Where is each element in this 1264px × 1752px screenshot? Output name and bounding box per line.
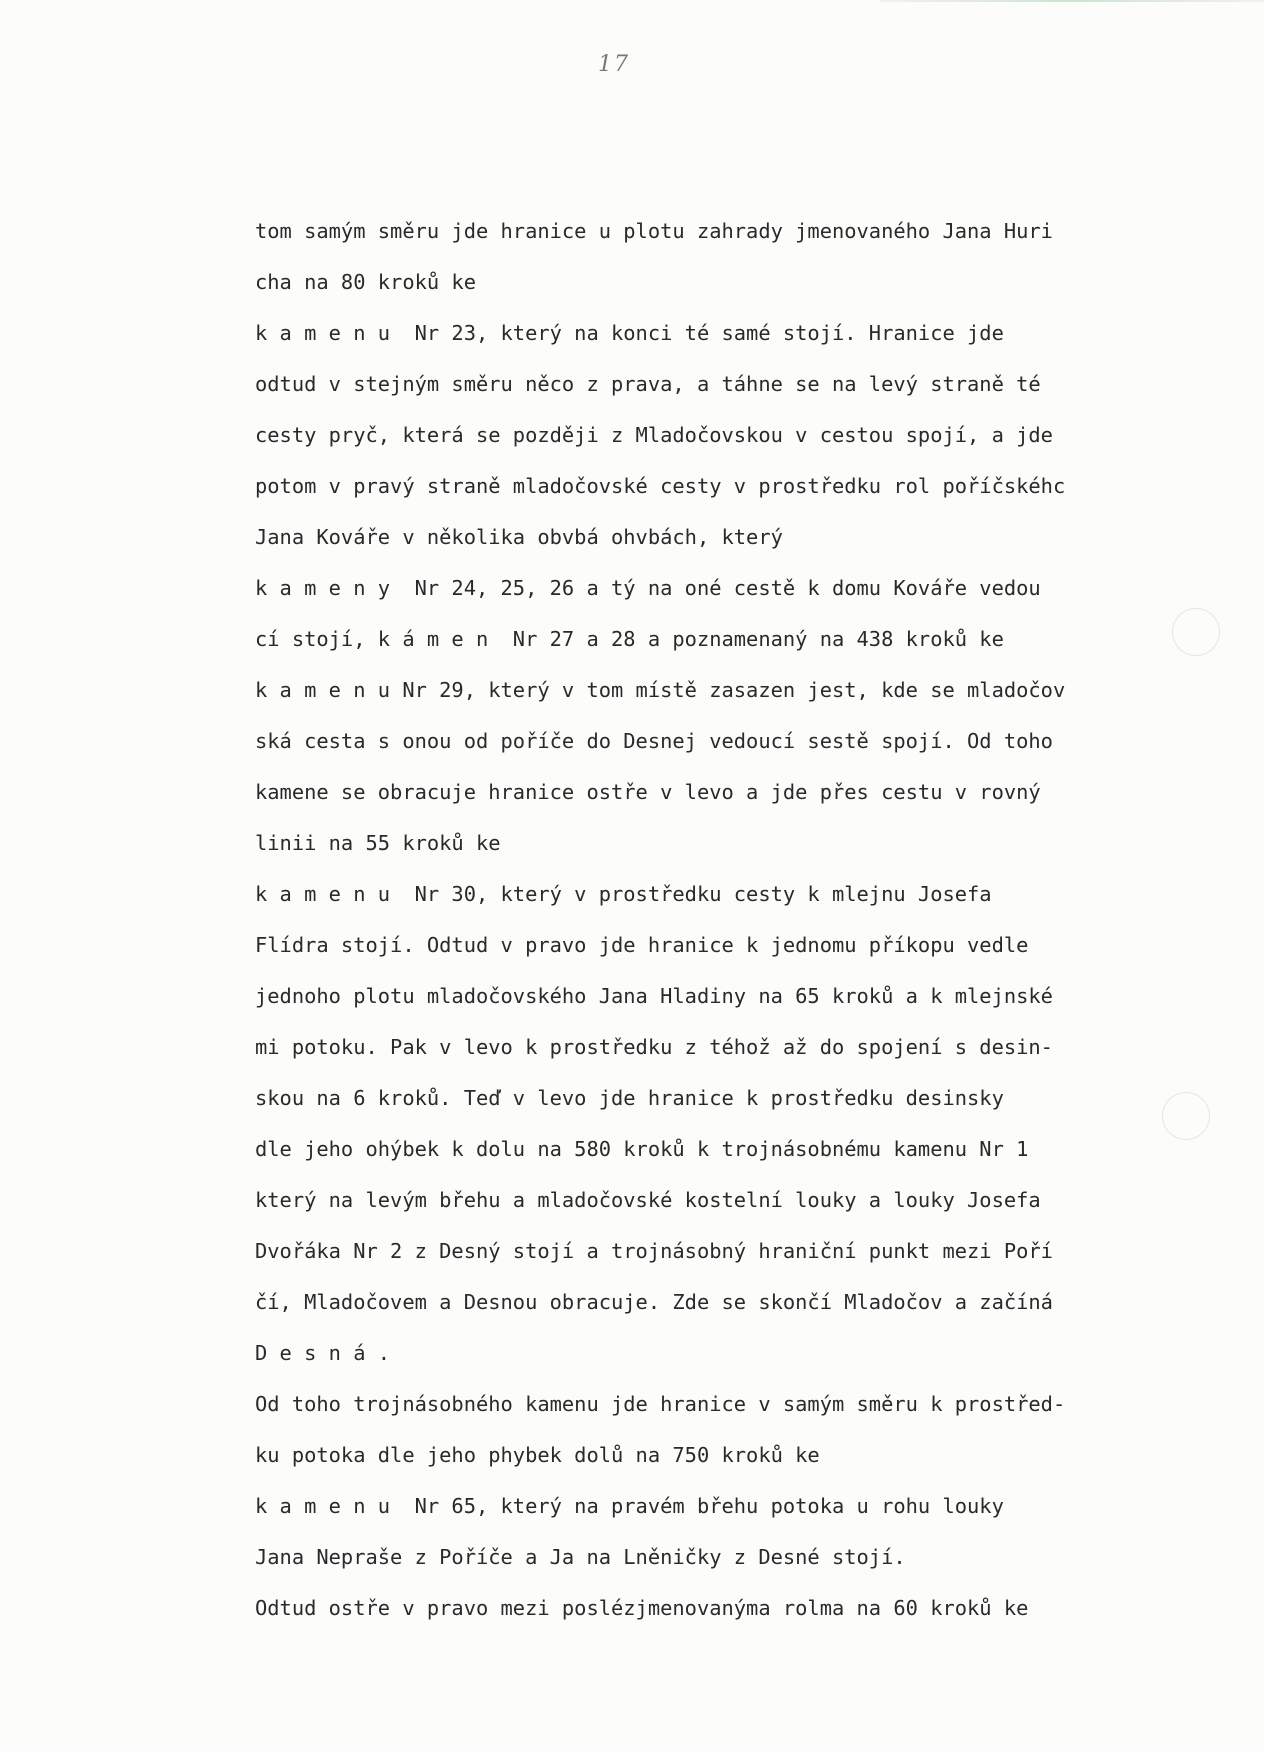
- text-line: kamene se obracuje hranice ostře v levo a jde přes cestu v rovný: [255, 780, 1041, 804]
- text-line: mi potoku. Pak v levo k prostředku z téhož až do spojení s desin-: [255, 1035, 1053, 1059]
- text-line: ku potoka dle jeho phybek dolů na 750 kroků ke: [255, 1443, 820, 1467]
- text-line: k a m e n u Nr 23, který na konci té samé stojí. Hranice jde: [255, 321, 1004, 345]
- text-line: Jana Nepraše z Poříče a Ja na Lněničky z Desné stojí.: [255, 1545, 906, 1569]
- text-line: Flídra stojí. Odtud v pravo jde hranice k jednomu příkopu vedle: [255, 933, 1029, 957]
- text-line: Dvořáka Nr 2 z Desný stojí a trojnásobný hraniční punkt mezi Poří: [255, 1239, 1053, 1263]
- typewritten-text-body: [255, 206, 1235, 1634]
- text-line: cha na 80 kroků ke: [255, 270, 476, 294]
- text-line: k a m e n u Nr 30, který v prostředku cesty k mlejnu Josefa: [255, 882, 992, 906]
- text-line: potom v pravý straně mladočovské cesty v prostředku rol poříčskéhc: [255, 474, 1066, 498]
- text-line: skou na 6 kroků. Teď v levo jde hranice k prostředku desinsky: [255, 1086, 1004, 1110]
- text-line: který na levým břehu a mladočovské kostelní louky a louky Josefa: [255, 1188, 1041, 1212]
- text-line: cesty pryč, která se později z Mladočovskou v cestou spojí, a jde: [255, 423, 1053, 447]
- text-line: dle jeho ohýbek k dolu na 580 kroků k trojnásobnému kamenu Nr 1: [255, 1137, 1029, 1161]
- punch-hole-mark: [1172, 608, 1220, 656]
- text-line: k a m e n y Nr 24, 25, 26 a tý na oné cestě k domu Kováře vedou: [255, 576, 1041, 600]
- text-line: k a m e n u Nr 29, který v tom místě zasazen jest, kde se mladočov: [255, 678, 1066, 702]
- text-line: D e s n á .: [255, 1341, 391, 1365]
- text-line: Odtud ostře v pravo mezi poslézjmenovanýma rolma na 60 kroků ke: [255, 1596, 1029, 1620]
- page-edge-decoration: [880, 0, 1264, 2]
- text-line: čí, Mladočovem a Desnou obracuje. Zde se skončí Mladočov a začíná: [255, 1290, 1053, 1314]
- text-line: odtud v stejným směru něco z prava, a táhne se na levý straně té: [255, 372, 1041, 396]
- text-line: tom samým směru jde hranice u plotu zahrady jmenovaného Jana Huri: [255, 219, 1053, 243]
- text-line: jednoho plotu mladočovského Jana Hladiny na 65 kroků a k mlejnské: [255, 984, 1053, 1008]
- text-line: Od toho trojnásobného kamenu jde hranice v samým směru k prostřed-: [255, 1392, 1066, 1416]
- text-line: Jana Kováře v několika obvbá ohvbách, který: [255, 525, 783, 549]
- text-line: k a m e n u Nr 65, který na pravém břehu potoka u rohu louky: [255, 1494, 1004, 1518]
- punch-hole-mark: [1162, 1092, 1210, 1140]
- page-number: 17: [598, 52, 630, 77]
- text-line: ská cesta s onou od poříče do Desnej vedoucí sestě spojí. Od toho: [255, 729, 1053, 753]
- text-line: cí stojí, k á m e n Nr 27 a 28 a poznamenaný na 438 kroků ke: [255, 627, 1004, 651]
- text-line: linii na 55 kroků ke: [255, 831, 501, 855]
